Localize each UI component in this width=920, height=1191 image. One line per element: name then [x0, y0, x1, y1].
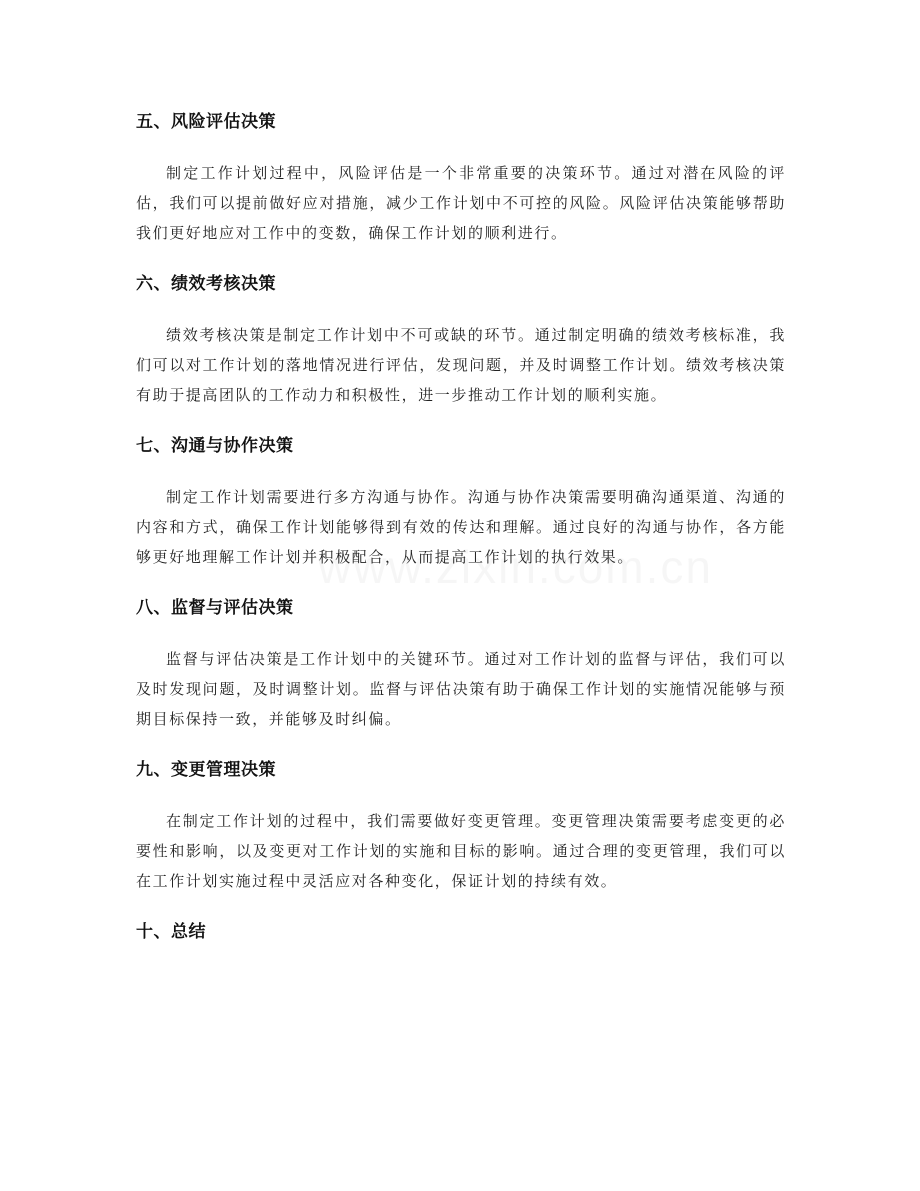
section-heading: 五、风险评估决策	[136, 112, 276, 132]
section-supervision	[136, 586, 786, 734]
section-paragraph: 绩效考核决策是制定工作计划中不可或缺的环节。通过制定明确的绩效考核标准，我们可以对工作计划的落地情况进行评估，发现问题，并及时调整工作计划。绩效考核决策有助于提高团队的工作动力和积极性，进一步推动工作计划的顺利实施。	[136, 326, 786, 404]
section-paragraph: 制定工作计划需要进行多方沟通与协作。沟通与协作决策需要明确沟通渠道、沟通的内容和方式，确保工作计划能够得到有效的传达和理解。通过良好的沟通与协作，各方能够更好地理解工作计划并积极配合，从而提高工作计划的执行效果。	[136, 488, 786, 566]
section-heading: 八、监督与评估决策	[136, 598, 294, 618]
section-heading: 十、总结	[136, 922, 206, 942]
document-page	[136, 100, 786, 954]
section-paragraph: 监督与评估决策是工作计划中的关键环节。通过对工作计划的监督与评估，我们可以及时发现问题，及时调整计划。监督与评估决策有助于确保工作计划的实施情况能够与预期目标保持一致，并能够及时纠偏。	[136, 650, 786, 728]
section-risk-assessment	[136, 100, 786, 248]
section-heading: 六、绩效考核决策	[136, 274, 276, 294]
section-paragraph: 制定工作计划过程中，风险评估是一个非常重要的决策环节。通过对潜在风险的评估，我们可以提前做好应对措施，减少工作计划中不可控的风险。风险评估决策能够帮助我们更好地应对工作中的变数，确保工作计划的顺利进行。	[136, 164, 786, 242]
section-communication	[136, 424, 786, 572]
section-heading: 七、沟通与协作决策	[136, 436, 294, 456]
section-summary	[136, 910, 786, 954]
section-performance-review	[136, 262, 786, 410]
section-heading: 九、变更管理决策	[136, 760, 276, 780]
section-change-management	[136, 748, 786, 896]
section-paragraph: 在制定工作计划的过程中，我们需要做好变更管理。变更管理决策需要考虑变更的必要性和影响，以及变更对工作计划的实施和目标的影响。通过合理的变更管理，我们可以在工作计划实施过程中灵活应对各种变化，保证计划的持续有效。	[136, 812, 786, 890]
